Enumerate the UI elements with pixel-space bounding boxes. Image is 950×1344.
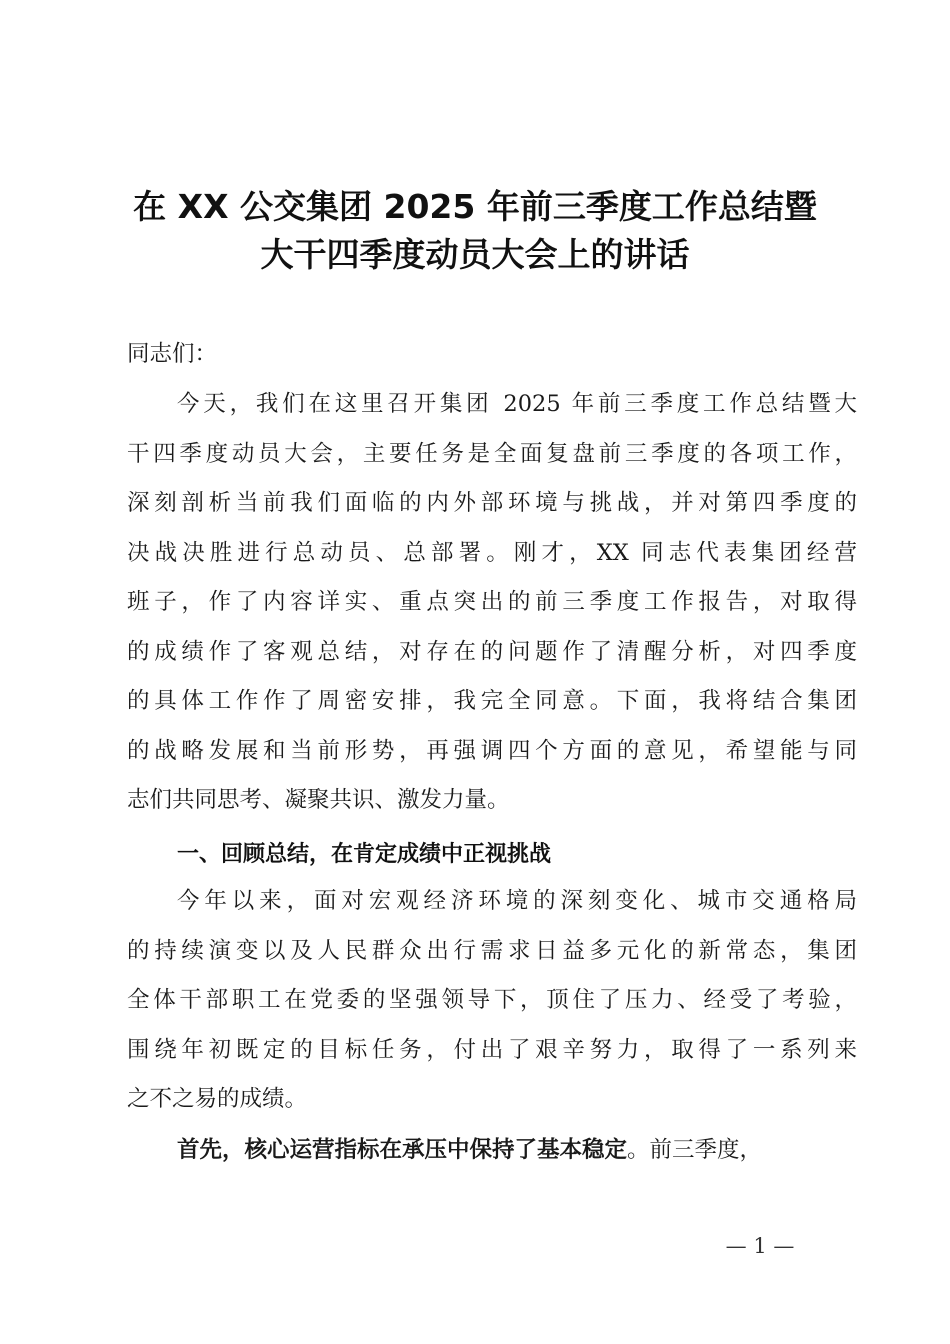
paragraph-3-line xyxy=(127,1126,857,1176)
page-number: — 1 — xyxy=(725,1234,795,1258)
paragraph-1-line: 的具体工作作了周密安排，我完全同意。下面，我将结合集团 xyxy=(127,688,857,714)
paragraph-1-line: 今天，我们在这里召开集团 2025 年前三季度工作总结暨大 xyxy=(177,391,857,417)
salutation: 同志们： xyxy=(127,341,218,367)
document-title-line-1: 在 XX 公交集团 2025 年前三季度工作总结暨 xyxy=(133,187,817,226)
paragraph-2-line: 之不之易的成绩。 xyxy=(127,1086,308,1112)
paragraph-1-line: 决战决胜进行总动员、总部署。刚才，XX 同志代表集团经营 xyxy=(127,540,857,566)
section-heading-1: 一、回顾总结，在肯定成绩中正视挑战 xyxy=(177,842,552,867)
paragraph-2-line: 围绕年初既定的目标任务，付出了艰辛努力，取得了一系列来 xyxy=(127,1037,857,1063)
paragraph-1-line: 干四季度动员大会，主要任务是全面复盘前三季度的各项工作， xyxy=(127,441,857,467)
paragraph-1-line: 志们共同思考、凝聚共识、激发力量。 xyxy=(127,787,510,813)
paragraph-1-line: 深刻剖析当前我们面临的内外部环境与挑战，并对第四季度的 xyxy=(127,490,857,516)
paragraph-1-line: 的成绩作了客观总结，对存在的问题作了清醒分析，对四季度 xyxy=(127,639,857,665)
paragraph-3-rest: 。前三季度， xyxy=(627,1137,763,1163)
paragraph-1-line: 的战略发展和当前形势，再强调四个方面的意见，希望能与同 xyxy=(127,738,857,764)
paragraph-1-line: 班子，作了内容详实、重点突出的前三季度工作报告，对取得 xyxy=(127,589,857,615)
paragraph-2-line: 全体干部职工在党委的坚强领导下，顶住了压力、经受了考验， xyxy=(127,987,857,1013)
paragraph-2-line: 的持续演变以及人民群众出行需求日益多元化的新常态，集团 xyxy=(127,938,857,964)
document-title-line-2: 大干四季度动员大会上的讲话 xyxy=(260,235,690,274)
paragraph-3-bold-lead: 首先，核心运营指标在承压中保持了基本稳定 xyxy=(177,1137,628,1163)
paragraph-2-line: 今年以来，面对宏观经济环境的深刻变化、城市交通格局 xyxy=(177,888,857,914)
